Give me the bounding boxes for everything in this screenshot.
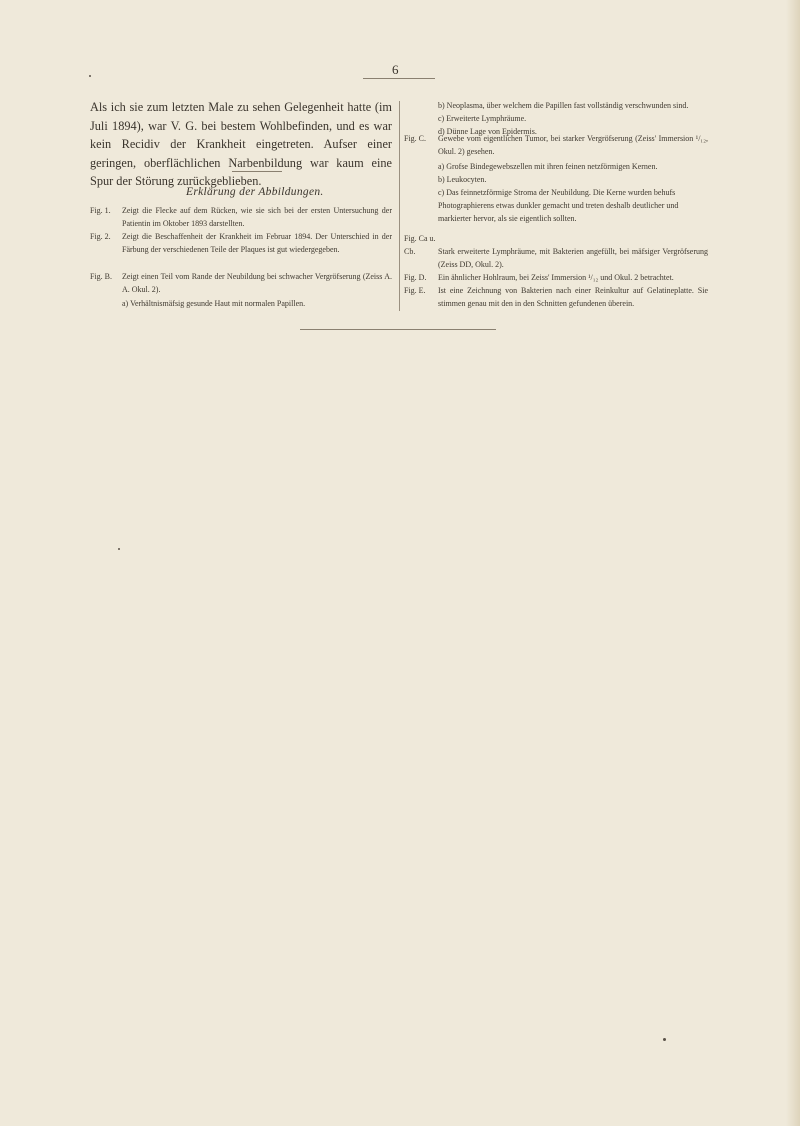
figure-legend-subitem: a) Verhältnismäfsig gesunde Haut mit normalen Papillen. xyxy=(122,299,306,308)
figure-description: Ist eine Zeichnung von Bakterien nach einer Reinkultur auf Gelatineplatte. Sie stimmen genau mit den in den Schnitten gefundenen überein. xyxy=(438,286,708,308)
figure-description: Zeigt einen Teil vom Rande der Neubildung bei schwacher Vergröfserung (Zeiss A. A. Okul. 2). xyxy=(122,272,392,294)
figure-legend-fig-2 xyxy=(90,231,392,257)
page-number: 6 xyxy=(392,62,399,77)
figure-legend-subitem: a) Grofse Bindegewebszellen mit ihren feinen netzförmigen Kernen. xyxy=(438,162,658,171)
figure-label: Fig. D. xyxy=(404,273,427,282)
page-edge-shadow xyxy=(786,0,800,1126)
figure-label: Fig. E. xyxy=(404,286,426,295)
figure-description: Zeigt die Beschaffenheit der Krankheit im Februar 1894. Der Unterschied in der Färbung der verschiedenen Teile der Plaques ist gut wiedergegeben. xyxy=(122,232,392,254)
figure-label: Fig. 2. xyxy=(90,232,111,241)
paper-speck xyxy=(89,75,91,77)
figure-label: Fig. 1. xyxy=(90,206,111,215)
figure-label: Fig. C. xyxy=(404,134,427,143)
figure-legend-fig-1 xyxy=(90,205,392,231)
figure-legend-subitem: b) Neoplasma, über welchem die Papillen fast vollständig verschwunden sind. xyxy=(438,101,689,110)
end-rule xyxy=(300,329,496,330)
figure-description: Ein ähnlicher Hohlraum, bei Zeiss' Immersion ¹/₁₂ und Okul. 2 betrachtet. xyxy=(438,273,674,282)
figure-description: Gewebe vom eigentlichen Tumor, bei starker Vergröfserung (Zeiss' Immersion ¹/₁₂, Okul. 2) gesehen. xyxy=(438,134,708,156)
figure-legend-fig-d xyxy=(404,272,708,285)
figure-legend-fig-e xyxy=(404,285,708,311)
figure-description: Stark erweiterte Lymphräume, mit Bakterien angefüllt, bei mäfsiger Vergröfserung (Zeiss DD, Okul. 2). xyxy=(438,247,708,269)
figure-legend-fig-b xyxy=(90,271,392,297)
paper-speck xyxy=(118,548,120,550)
intro-paragraph: Als ich sie zum letzten Male zu sehen Gelegenheit hatte (im Juli 1894), war V. G. bei bestem Wohlbefinden, und es war kein Recidiv der Krankheit eingetreten. Aufser einer geringen, oberflächlichen Narbenbildung war kaum eine Spur der Störung zurückgeblieben. xyxy=(90,100,392,188)
figure-legend-subitem: b) Leukocyten. xyxy=(438,175,487,184)
figure-legend-fig-c xyxy=(404,133,708,159)
figure-legend-fig-ca-cb xyxy=(404,233,708,269)
figure-label: Fig. Ca u. Cb. xyxy=(404,234,436,256)
figure-legend-subitem: c) Das feinnetzförmige Stroma der Neubildung. Die Kerne wurden behufs Photographierens etwas dunkler gemacht und treten deshalb deutlicher und markierter hervor, als sie eigentlich sollten. xyxy=(438,188,679,223)
figure-legend-subitem: d) Dünne Lage von Epidermis. xyxy=(438,127,537,136)
column-divider xyxy=(399,101,400,311)
figure-label: Fig. B. xyxy=(90,272,113,281)
paper-speck xyxy=(663,1038,666,1041)
header-rule xyxy=(363,78,435,79)
figure-legend-subitem: c) Erweiterte Lymphräume. xyxy=(438,114,527,123)
section-divider xyxy=(232,171,282,172)
figure-description: Zeigt die Flecke auf dem Rücken, wie sie sich bei der ersten Untersuchung der Patientin im Oktober 1893 darstellten. xyxy=(122,206,392,228)
section-heading: Erklärung der Abbildungen. xyxy=(186,186,324,198)
